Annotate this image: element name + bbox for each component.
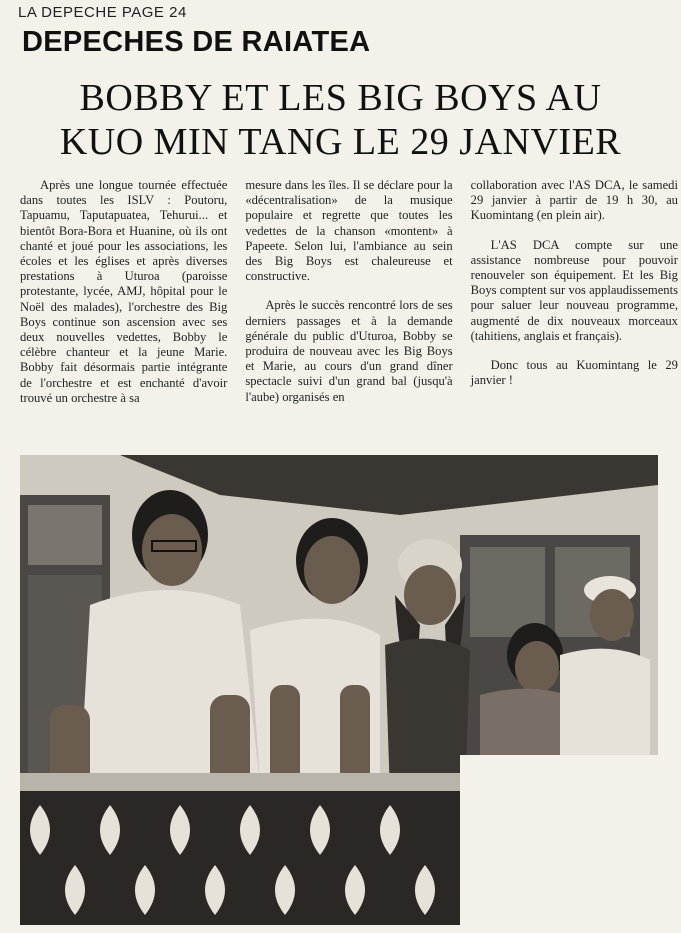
article-column-1: [20, 178, 227, 450]
running-head: LA DEPECHE PAGE 24: [18, 4, 187, 21]
article-column-3: [471, 178, 678, 450]
band-photo-illustration: [20, 455, 658, 925]
article-paragraph: Après une longue tournée effectuée dans toutes les ISLV : Poutoru, Tapuamu, Taputapuatea, Tehurui... et bientôt Bora-Bora et Huanine, où ils ont chanté et joué pour les associations, les écoles et les églises et après diverses prestations à Uturoa (paroisse protestante, lycée, AMJ, hôpital pour le Noël des malades), l'orchestre des Big Boys continue son ascension avec ses deux nouvelles vedettes, Bobby le célèbre chanteur et la jeune Marie. Bobby fait désormais partie intégrante de l'orchestre et est enchanté d'avoir trouvé un orchestre à sa: [20, 178, 228, 405]
headline: [10, 76, 671, 164]
article-paragraph: L'AS DCA compte sur une assistance nombreuse pour pouvoir renouveler son équipement. Et les Big Boys comptent sur vos applaudissements pour saluer leur nouveau programme, augmenté de dix nouveaux morceaux (tahitiens, anglais et français).: [470, 237, 678, 343]
article-body: [20, 178, 678, 450]
band-photo: [20, 455, 658, 925]
headline-line-1: BOBBY ET LES BIG BOYS AU: [79, 77, 602, 119]
article-column-2: [245, 178, 452, 450]
article-paragraph: collaboration avec l'AS DCA, le samedi 29 janvier à partir de 19 h 30, au Kuomintang (en plein air).: [470, 178, 678, 223]
article-paragraph: mesure dans les îles. Il se déclare pour la «décentralisation» de la musique populaire et regrette que toutes les vedettes de la chanson «montent» à Papeete. Selon lui, l'ambiance au sein des Big Boys est chaleureuse et constructive.: [245, 178, 453, 284]
article-paragraph: Après le succès rencontré lors de ses derniers passages et à la demande générale du public d'Uturoa, Bobby se produira de nouveau avec les Big Boys et Marie, au cours d'un grand dîner spectacle suivi d'un grand bal (jusqu'à l'aube) organisés en: [245, 298, 453, 404]
article-paragraph: Donc tous au Kuomintang le 29 janvier !: [470, 358, 678, 388]
headline-line-2: KUO MIN TANG LE 29 JANVIER: [59, 121, 622, 163]
section-title: DEPECHES DE RAIATEA: [22, 26, 371, 58]
